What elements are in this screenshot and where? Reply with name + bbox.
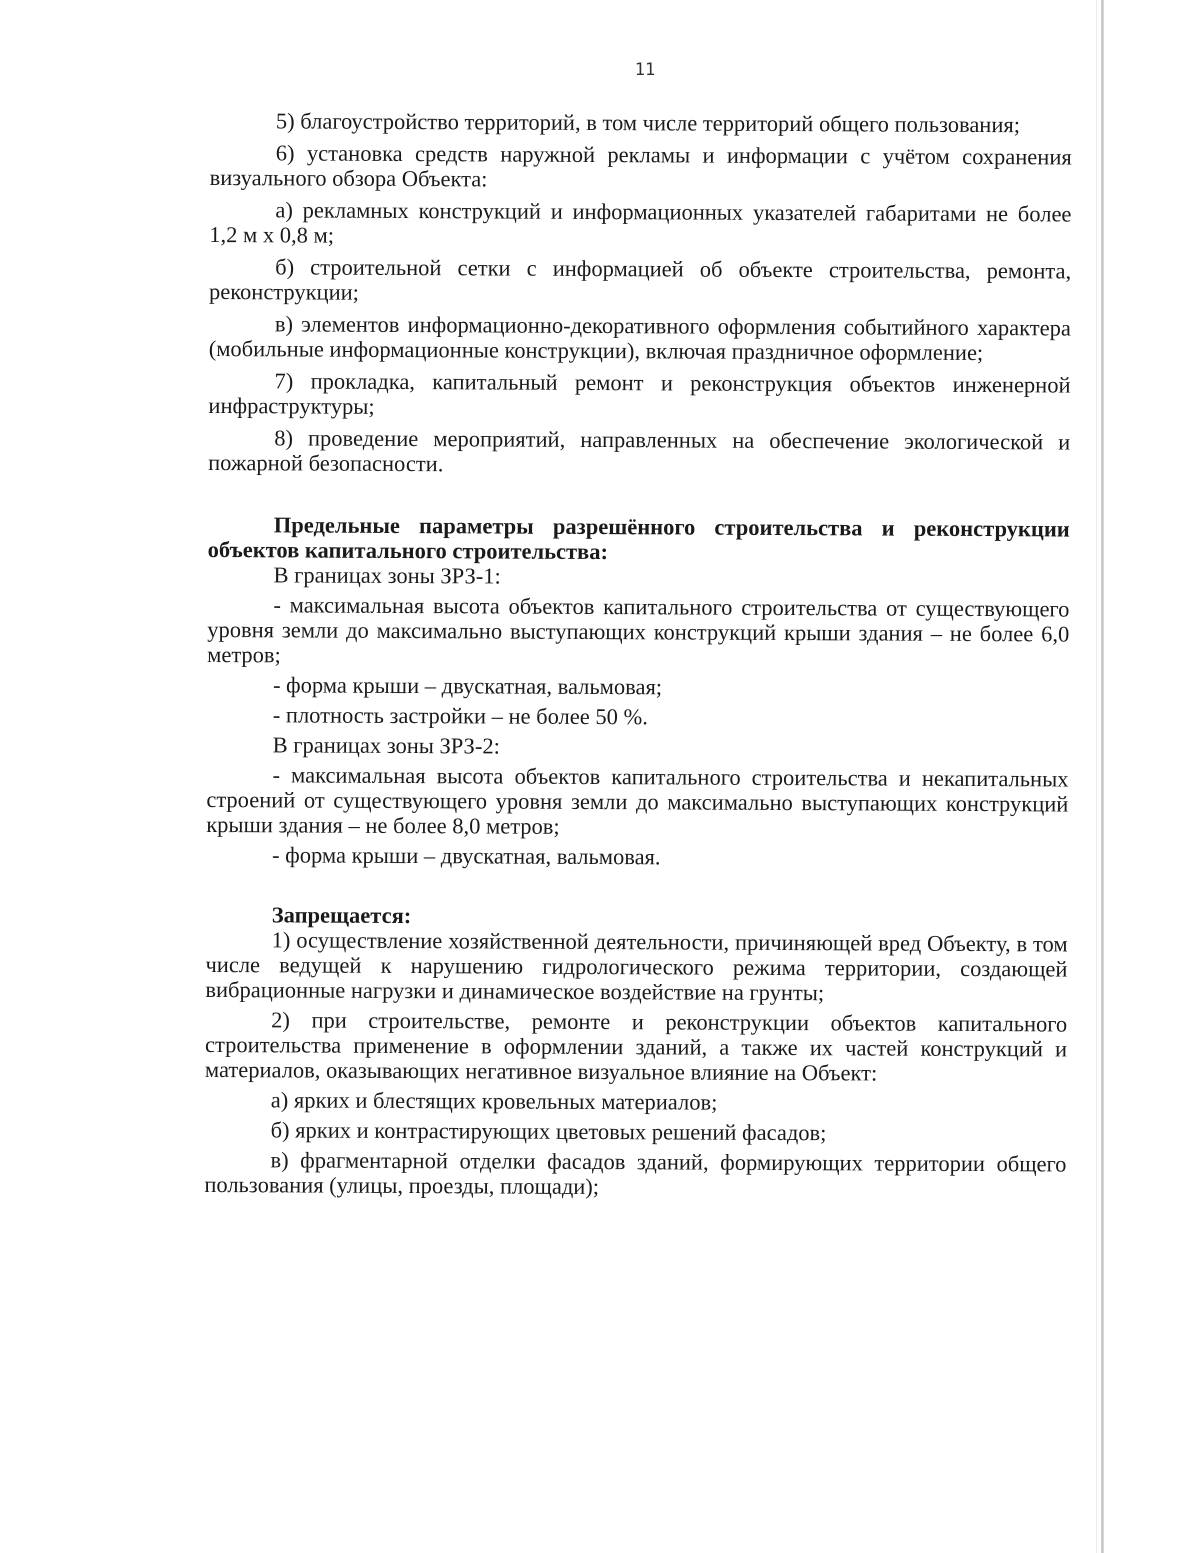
paragraph-item-5: 5) благоустройство территорий, в том числе территорий общего пользования; [275, 108, 1021, 138]
zone-zrz2-title: В границах зоны ЗРЗ-2: [272, 732, 500, 759]
scan-page-edge-shadow [1096, 0, 1097, 1553]
zone-zrz2-height: - максимальная высота объектов капитального строительства и некапитальных строений от существующего уровня земли до максимально выступающих конструкций крыши здания – не более 8,0 метров; [206, 762, 1069, 839]
section-gap [206, 872, 1068, 907]
document-body [204, 108, 1072, 1206]
zone-zrz1-height: - максимальная высота объектов капитального строительства от существующего уровня земли до максимально выступающих конструкций крыши здания – не более 6,0 метров; [207, 592, 1070, 668]
prohibited-item-2: 2) при строительстве, ремонте и реконструкции объектов капитального строительства применение в оформлении зданий, а также их частей конструкций и материалов, оказывающих негативное визуальное влияние на Объект: [204, 1007, 1068, 1086]
paragraph-item-6v: в) элементов информационно-декоративного оформления событийного характера (мобильные информационные конструкции), включая праздничное оформление; [208, 311, 1071, 366]
prohibited-item-2b: б) ярких и контрастирующих цветовых решений фасадов; [270, 1117, 827, 1146]
prohibited-item-1: 1) осуществление хозяйственной деятельности, причиняющей вред Объекту, в том числе ведущей к нарушению гидрологического режима территории, создающей вибрационные нагрузки и динамическое воздействие на грунты; [205, 927, 1068, 1006]
section-heading-parameters: Предельные параметры разрешённого строительства и реконструкции объектов капитального строительства: [207, 512, 1070, 565]
prohibited-item-2v: в) фрагментарной отделки фасадов зданий, формирующих территории общего пользования (улицы, проезды, площади); [204, 1147, 1067, 1200]
paragraph-item-7: 7) прокладка, капитальный ремонт и реконструкция объектов инженерной инфраструктуры; [208, 368, 1071, 419]
page-number: 11 [634, 60, 656, 80]
zone-zrz1-density: - плотность застройки – не более 50 %. [272, 702, 648, 730]
paragraph-item-6: 6) установка средств наружной рекламы и информации с учётом сохранения визуального обзора Объекта: [209, 140, 1072, 192]
scan-page-edge [1101, 0, 1104, 1553]
zone-zrz1-title: В границах зоны ЗРЗ-1: [273, 562, 501, 589]
zone-zrz1-roof: - форма крыши – двускатная, вальмовая; [272, 672, 663, 700]
paragraph-item-8: 8) проведение мероприятий, направленных на обеспечение экологической и пожарной безопасности. [208, 425, 1071, 477]
paragraph-item-6a: а) рекламных конструкций и информационных указателей габаритами не более 1,2 м х 0,8 м; [209, 197, 1072, 248]
prohibited-item-2a: а) ярких и блестящих кровельных материалов; [270, 1087, 718, 1115]
section-heading-prohibited: Запрещается: [271, 902, 412, 929]
zone-zrz2-roof: - форма крыши – двускатная, вальмовая. [272, 842, 661, 870]
section-gap [208, 482, 1070, 517]
paragraph-item-6b: б) строительной сетки с информацией об объекте строительства, ремонта, реконструкции; [208, 254, 1072, 305]
